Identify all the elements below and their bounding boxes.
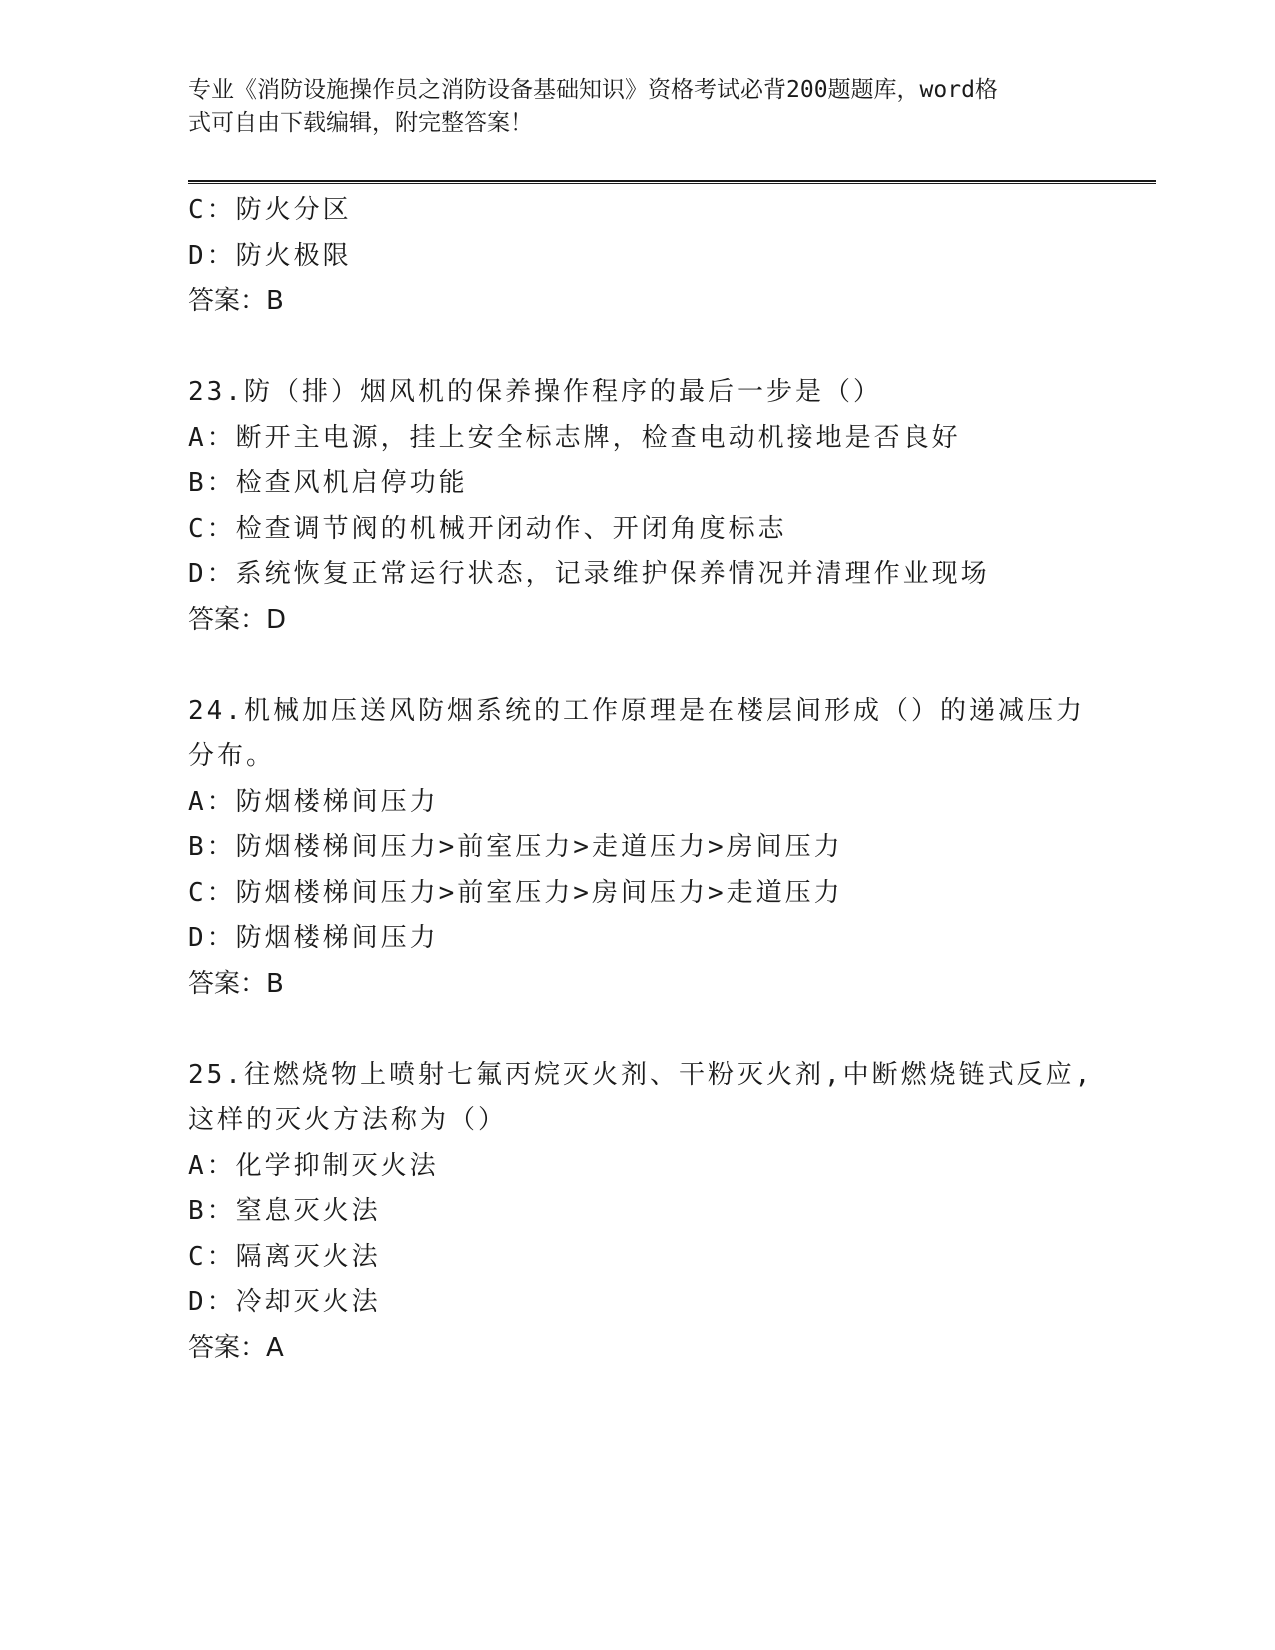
question-stem: 24.机械加压送风防烟系统的工作原理是在楼层间形成（）的递减压力 [188, 695, 1085, 726]
option-b: B：防烟楼梯间压力>前室压力>走道压力>房间压力 [188, 832, 843, 862]
answer-line: 答案：B [188, 286, 284, 316]
option-d: D：防烟楼梯间压力 [188, 923, 439, 953]
question-stem: 23.防（排）烟风机的保养操作程序的最后一步是（） [188, 377, 882, 407]
question-stem: 25.往燃烧物上喷射七氟丙烷灭火剂、干粉灭火剂,中断燃烧链式反应, [188, 1059, 1094, 1090]
option-b: B：检查风机启停功能 [188, 468, 468, 498]
document-body [188, 188, 1094, 1371]
answer-line: 答案：D [188, 604, 287, 635]
option-c: C：隔离灭火法 [188, 1241, 381, 1272]
option-d: D：防火极限 [188, 240, 352, 271]
option-a: A：防烟楼梯间压力 [188, 786, 439, 817]
option-d: D：系统恢复正常运行状态，记录维护保养情况并清理作业现场 [188, 559, 990, 589]
spacer [188, 325, 1088, 371]
question-25 [188, 1053, 1094, 1372]
header-divider [188, 180, 1156, 184]
question-23 [188, 370, 1088, 643]
option-c: C：防烟楼梯间压力>前室压力>房间压力>走道压力 [188, 877, 843, 908]
question-stem-continued: 分布。 [188, 741, 276, 771]
spacer [188, 643, 1088, 689]
header-line-2: 式可自由下载编辑，附完整答案！ [188, 110, 533, 136]
question-continuation [188, 188, 1088, 325]
option-d: D：冷却灭火法 [188, 1287, 381, 1317]
option-a: A：断开主电源，挂上安全标志牌，检查电动机接地是否良好 [188, 422, 961, 453]
option-b: B：窒息灭火法 [188, 1196, 381, 1226]
answer-line: 答案：B [188, 968, 284, 999]
page-header [188, 74, 1088, 140]
spacer [188, 1007, 1088, 1053]
question-24 [188, 689, 1088, 1008]
question-stem-continued: 这样的灭火方法称为（） [188, 1105, 508, 1135]
answer-line: 答案：A [188, 1332, 284, 1363]
option-c: C：检查调节阀的机械开闭动作、开闭角度标志 [188, 513, 787, 544]
option-a: A：化学抑制灭火法 [188, 1150, 439, 1181]
header-line-1: 专业《消防设施操作员之消防设备基础知识》资格考试必背200题题库，word格 [188, 77, 998, 103]
option-c: C：防火分区 [188, 195, 352, 225]
